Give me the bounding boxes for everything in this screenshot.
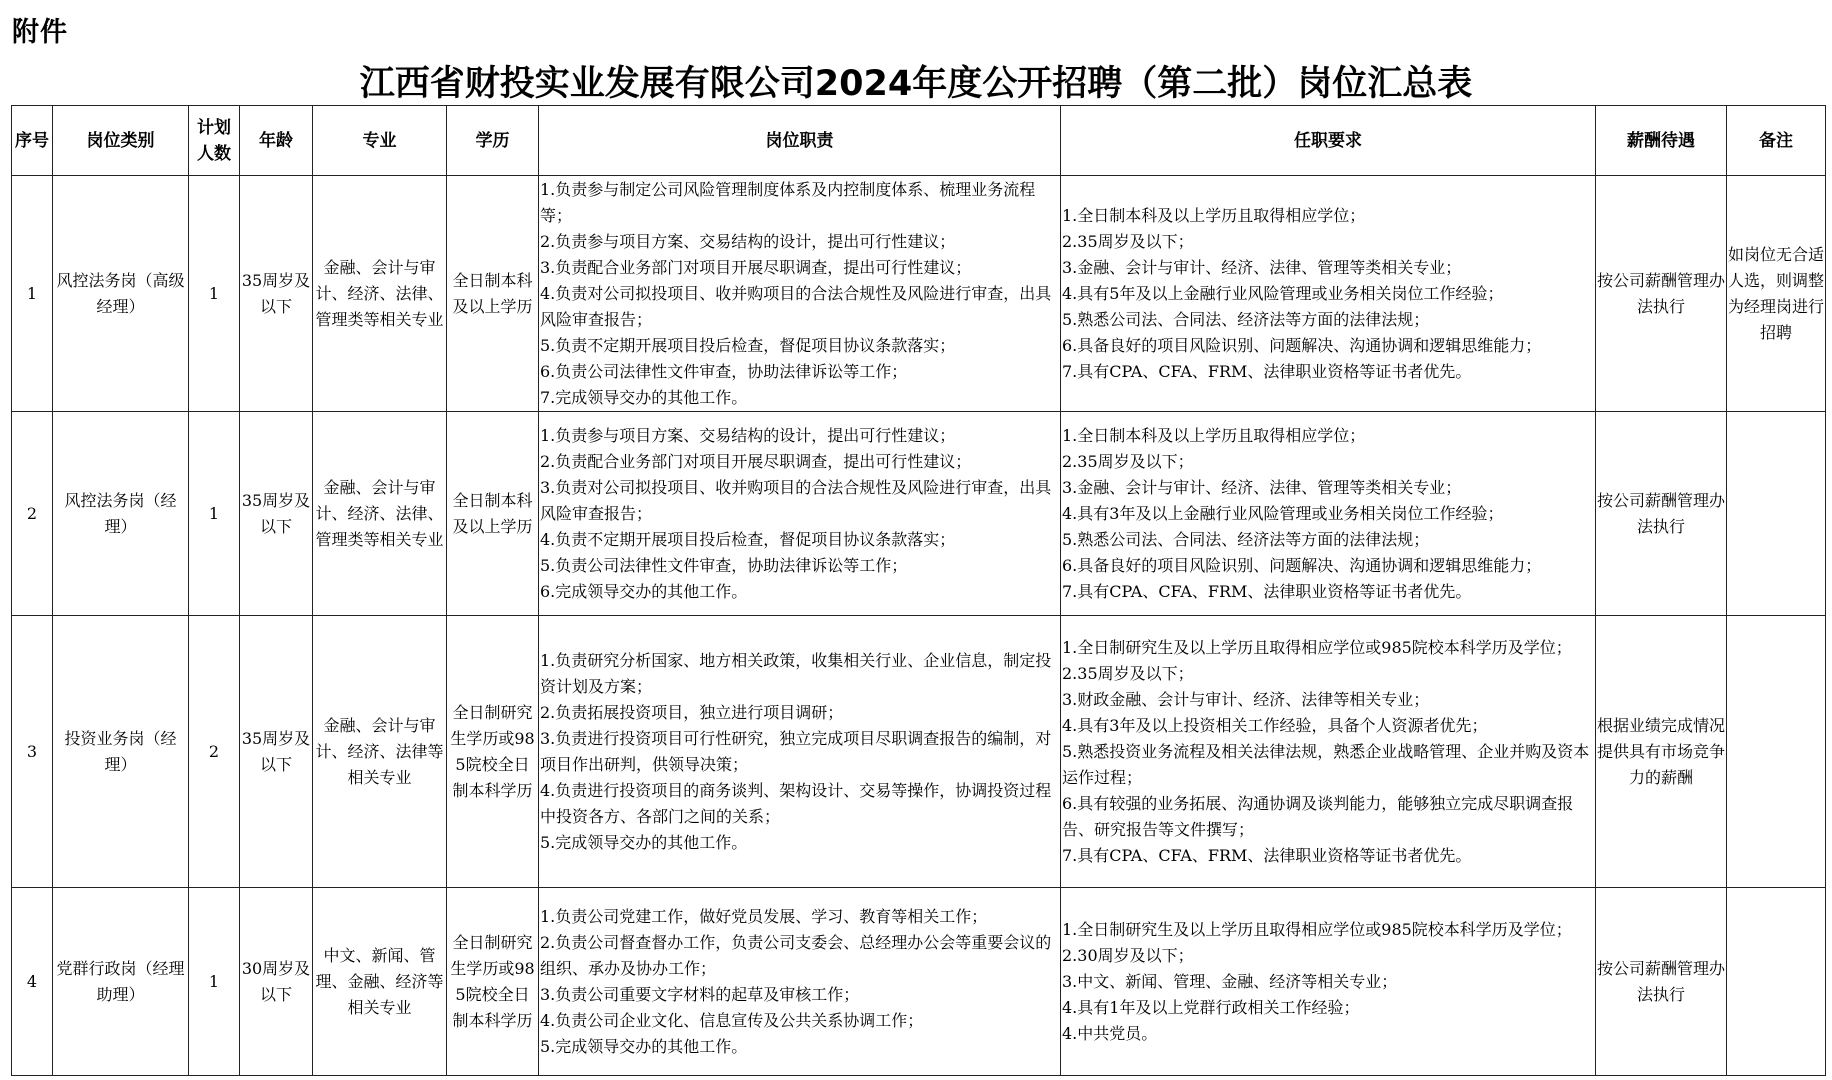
duty-line: 5.负责不定期开展项目投后检查，督促项目协议条款落实； (540, 335, 956, 355)
requirement-line: 2.35周岁及以下； (1062, 663, 1194, 683)
table-header-row (12, 106, 1826, 176)
header-requirements: 任职要求 (1061, 106, 1596, 176)
cell-plan: 1 (189, 176, 240, 412)
cell-age: 30周岁及以下 (240, 888, 313, 1076)
requirement-line: 3.财政金融、会计与审计、经济、法律等相关专业； (1062, 689, 1430, 709)
cell-category: 风控法务岗（经理） (53, 412, 189, 616)
cell-education: 全日制本科及以上学历 (447, 176, 539, 412)
duty-line: 2.负责公司督查督办工作，负责公司支委会、总经理办公会等重要会议的组织、承办及协办工作； (540, 932, 1052, 978)
cell-education: 全日制研究生学历或985院校全日制本科学历 (447, 888, 539, 1076)
cell-major: 金融、会计与审计、经济、法律、管理类等相关专业 (313, 176, 447, 412)
requirement-line: 5.熟悉公司法、合同法、经济法等方面的法律法规； (1062, 529, 1430, 549)
cell-remarks: 如岗位无合适人选，则调整为经理岗进行招聘 (1727, 176, 1826, 412)
requirement-line: 6.具备良好的项目风险识别、问题解决、沟通协调和逻辑思维能力； (1062, 335, 1542, 355)
attachment-label: 附件 (12, 17, 68, 48)
cell-plan: 1 (189, 412, 240, 616)
duty-line: 3.负责配合业务部门对项目开展尽职调查，提出可行性建议； (540, 257, 972, 277)
cell-requirements (1061, 888, 1596, 1076)
duty-line: 5.负责公司法律性文件审查，协助法律诉讼等工作； (540, 555, 908, 575)
cell-duties (539, 412, 1061, 616)
header-salary: 薪酬待遇 (1596, 106, 1727, 176)
requirement-line: 2.30周岁及以下； (1062, 945, 1194, 965)
cell-category: 风控法务岗（高级经理） (53, 176, 189, 412)
duty-line: 7.完成领导交办的其他工作。 (540, 387, 748, 407)
cell-plan: 2 (189, 616, 240, 888)
duty-line: 4.负责对公司拟投项目、收并购项目的合法合规性及风险进行审查，出具风险审查报告； (540, 283, 1052, 329)
duty-line: 5.完成领导交办的其他工作。 (540, 1036, 748, 1056)
cell-seq: 3 (12, 616, 53, 888)
requirement-line: 1.全日制本科及以上学历且取得相应学位； (1062, 205, 1366, 225)
cell-age: 35周岁及以下 (240, 176, 313, 412)
requirement-line: 5.熟悉公司法、合同法、经济法等方面的法律法规； (1062, 309, 1430, 329)
requirement-line: 1.全日制本科及以上学历且取得相应学位； (1062, 425, 1366, 445)
cell-remarks (1727, 616, 1826, 888)
positions-table (11, 105, 1826, 1076)
table-row (12, 888, 1826, 1076)
requirement-line: 6.具有较强的业务拓展、沟通协调及谈判能力，能够独立完成尽职调查报告、研究报告等文件撰写； (1062, 793, 1574, 839)
requirement-line: 4.具有5年及以上金融行业风险管理或业务相关岗位工作经验； (1062, 283, 1504, 303)
header-duties: 岗位职责 (539, 106, 1061, 176)
table-row (12, 176, 1826, 412)
cell-age: 35周岁及以下 (240, 412, 313, 616)
cell-duties (539, 616, 1061, 888)
table-row (12, 616, 1826, 888)
duty-line: 2.负责参与项目方案、交易结构的设计，提出可行性建议； (540, 231, 956, 251)
header-seq: 序号 (12, 106, 53, 176)
duty-line: 6.完成领导交办的其他工作。 (540, 581, 748, 601)
cell-duties (539, 176, 1061, 412)
requirement-line: 2.35周岁及以下； (1062, 451, 1194, 471)
cell-education: 全日制本科及以上学历 (447, 412, 539, 616)
requirement-line: 7.具有CPA、CFA、FRM、法律职业资格等证书者优先。 (1062, 581, 1472, 601)
cell-seq: 2 (12, 412, 53, 616)
header-remarks: 备注 (1727, 106, 1826, 176)
cell-seq: 1 (12, 176, 53, 412)
header-education: 学历 (447, 106, 539, 176)
cell-remarks (1727, 412, 1826, 616)
cell-salary: 按公司薪酬管理办法执行 (1596, 888, 1727, 1076)
duty-line: 1.负责参与项目方案、交易结构的设计，提出可行性建议； (540, 425, 956, 445)
cell-requirements (1061, 616, 1596, 888)
cell-education: 全日制研究生学历或985院校全日制本科学历 (447, 616, 539, 888)
requirement-line: 4.具有3年及以上投资相关工作经验，具备个人资源者优先； (1062, 715, 1488, 735)
cell-requirements (1061, 412, 1596, 616)
cell-salary: 根据业绩完成情况提供具有市场竞争力的薪酬 (1596, 616, 1727, 888)
requirement-line: 2.35周岁及以下； (1062, 231, 1194, 251)
requirement-line: 3.金融、会计与审计、经济、法律、管理等类相关专业； (1062, 477, 1462, 497)
requirement-line: 5.熟悉投资业务流程及相关法律法规，熟悉企业战略管理、企业并购及资本运作过程； (1062, 741, 1590, 787)
duty-line: 6.负责公司法律性文件审查，协助法律诉讼等工作； (540, 361, 908, 381)
requirement-line: 7.具有CPA、CFA、FRM、法律职业资格等证书者优先。 (1062, 845, 1472, 865)
cell-plan: 1 (189, 888, 240, 1076)
cell-major: 金融、会计与审计、经济、法律等相关专业 (313, 616, 447, 888)
table-row (12, 412, 1826, 616)
duty-line: 1.负责研究分析国家、地方相关政策，收集相关行业、企业信息，制定投资计划及方案； (540, 650, 1052, 696)
requirement-line: 6.具备良好的项目风险识别、问题解决、沟通协调和逻辑思维能力； (1062, 555, 1542, 575)
duty-line: 3.负责进行投资项目可行性研究，独立完成项目尽职调查报告的编制，对项目作出研判，供领导决策； (540, 728, 1052, 774)
requirement-line: 3.中文、新闻、管理、金融、经济等相关专业； (1062, 971, 1398, 991)
duty-line: 3.负责对公司拟投项目、收并购项目的合法合规性及风险进行审查，出具风险审查报告； (540, 477, 1052, 523)
duty-line: 4.负责进行投资项目的商务谈判、架构设计、交易等操作，协调投资过程中投资各方、各部门之间的关系； (540, 780, 1052, 826)
requirement-line: 4.中共党员。 (1062, 1023, 1158, 1043)
cell-remarks (1727, 888, 1826, 1076)
requirement-line: 4.具有3年及以上金融行业风险管理或业务相关岗位工作经验； (1062, 503, 1504, 523)
header-category: 岗位类别 (53, 106, 189, 176)
document-title: 江西省财投实业发展有限公司2024年度公开招聘（第二批）岗位汇总表 (359, 64, 1473, 104)
duty-line: 2.负责配合业务部门对项目开展尽职调查，提出可行性建议； (540, 451, 972, 471)
requirement-line: 4.具有1年及以上党群行政相关工作经验； (1062, 997, 1360, 1017)
header-plan: 计划人数 (189, 106, 240, 176)
cell-requirements (1061, 176, 1596, 412)
cell-duties (539, 888, 1061, 1076)
cell-salary: 按公司薪酬管理办法执行 (1596, 412, 1727, 616)
duty-line: 5.完成领导交办的其他工作。 (540, 832, 748, 852)
cell-category: 投资业务岗（经理） (53, 616, 189, 888)
cell-major: 金融、会计与审计、经济、法律、管理类等相关专业 (313, 412, 447, 616)
requirement-line: 1.全日制研究生及以上学历且取得相应学位或985院校本科学历及学位； (1062, 919, 1572, 939)
duty-line: 1.负责公司党建工作，做好党员发展、学习、教育等相关工作； (540, 906, 988, 926)
cell-salary: 按公司薪酬管理办法执行 (1596, 176, 1727, 412)
cell-age: 35周岁及以下 (240, 616, 313, 888)
cell-major: 中文、新闻、管理、金融、经济等相关专业 (313, 888, 447, 1076)
header-age: 年龄 (240, 106, 313, 176)
duty-line: 4.负责不定期开展项目投后检查，督促项目协议条款落实； (540, 529, 956, 549)
cell-seq: 4 (12, 888, 53, 1076)
requirement-line: 7.具有CPA、CFA、FRM、法律职业资格等证书者优先。 (1062, 361, 1472, 381)
cell-category: 党群行政岗（经理助理） (53, 888, 189, 1076)
duty-line: 1.负责参与制定公司风险管理制度体系及内控制度体系、梳理业务流程等； (540, 179, 1036, 225)
duty-line: 4.负责公司企业文化、信息宣传及公共关系协调工作； (540, 1010, 924, 1030)
requirement-line: 3.金融、会计与审计、经济、法律、管理等类相关专业； (1062, 257, 1462, 277)
duty-line: 3.负责公司重要文字材料的起草及审核工作； (540, 984, 860, 1004)
duty-line: 2.负责拓展投资项目，独立进行项目调研； (540, 702, 844, 722)
header-major: 专业 (313, 106, 447, 176)
requirement-line: 1.全日制研究生及以上学历且取得相应学位或985院校本科学历及学位； (1062, 637, 1572, 657)
